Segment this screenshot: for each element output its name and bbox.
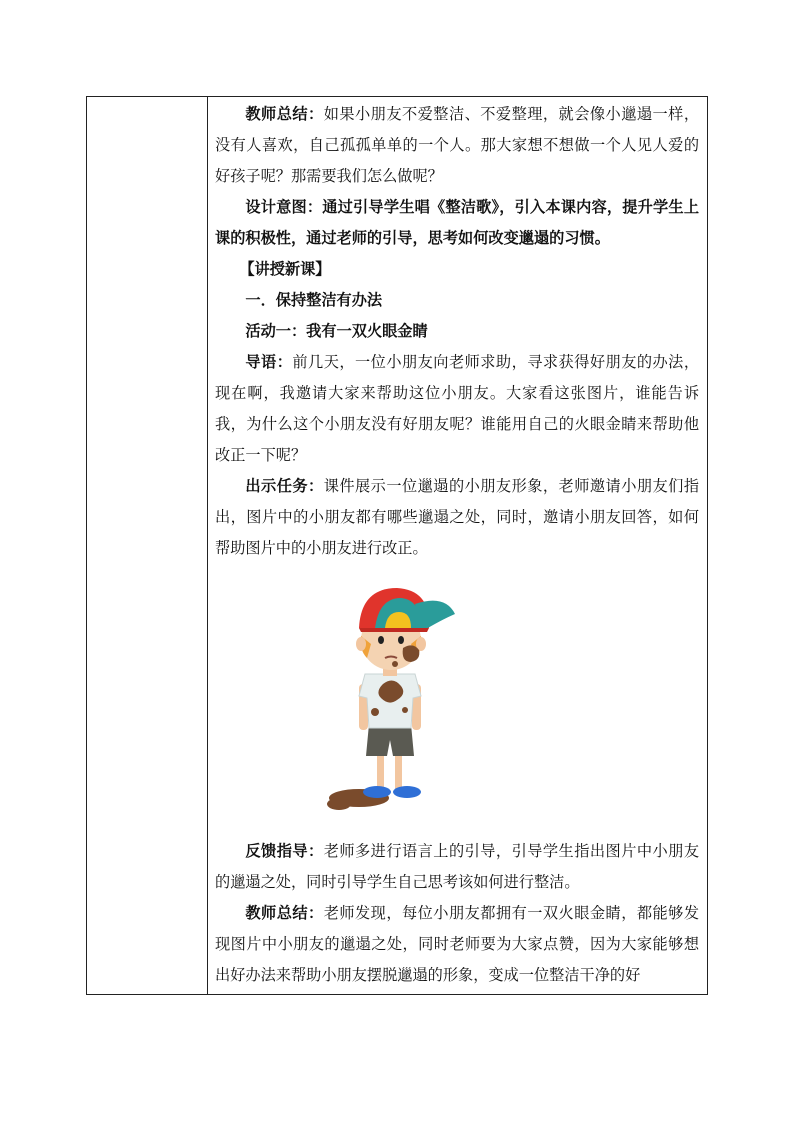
paragraph-text: 前几天，一位小朋友向老师求助，寻求获得好朋友的办法，现在啊，我邀请大家来帮助这位小朋友。大家看这张图片，谁能告诉我，为什么这个小朋友没有好朋友呢？谁能用自己的火眼金睛来帮助他改正一下呢？ (215, 353, 700, 464)
teacher-summary-paragraph (215, 99, 699, 192)
cap-brim (415, 601, 455, 632)
messy-child-illustration (215, 564, 699, 836)
face-stain (403, 645, 420, 662)
right-eye (398, 636, 404, 644)
subheading: 一．保持整洁有办法 (245, 291, 383, 309)
intro-paragraph (215, 347, 699, 471)
paragraph-label: 反馈指导： (245, 842, 324, 860)
mud-puddle-small (327, 798, 351, 810)
activity-title: 活动一：我有一双火眼金睛 (245, 322, 428, 340)
right-shoe (393, 786, 421, 798)
left-shoe (363, 786, 391, 798)
child-figure-svg (325, 584, 455, 816)
paragraph-label: 出示任务： (245, 477, 324, 495)
feedback-paragraph (215, 836, 699, 898)
paragraph-text: 老师多进行语言上的引导，引导学生指出图片中小朋友的邋遢之处，同时引导学生自己思考该如何进行整洁。 (215, 842, 700, 891)
left-leg (377, 754, 384, 790)
teacher-summary-2-paragraph (215, 898, 699, 991)
section-heading: 【讲授新课】 (239, 260, 331, 278)
paragraph-label: 教师总结： (245, 904, 324, 922)
paragraph-label: 教师总结： (245, 105, 324, 123)
paragraph-text: 课件展示一位邋遢的小朋友形象，老师邀请小朋友们指出，图片中的小朋友都有哪些邋遢之处，同时，邀请小朋友回答，如何帮助图片中的小朋友进行改正。 (215, 477, 700, 557)
paragraph-label: 导语： (245, 353, 293, 371)
content-cell (208, 97, 707, 994)
design-intent-paragraph (215, 192, 699, 254)
task-paragraph (215, 471, 699, 564)
paragraph-text: 通过引导学生唱《整洁歌》，引入本课内容，提升学生上课的积极性，通过老师的引导，思考如何改变邋遢的习惯。 (215, 198, 700, 247)
shorts (366, 724, 414, 756)
paragraph-text: 老师发现，每位小朋友都拥有一双火眼金睛，都能够发现图片中小朋友的邋遢之处，同时老师要为大家点赞，因为大家能够想出好办法来帮助小朋友摆脱邋遢的形象，变成一位整洁干净的好 (215, 904, 700, 984)
left-eye (378, 636, 384, 644)
lesson-table (86, 96, 708, 995)
left-column-cell (87, 97, 208, 994)
paragraph-label: 设计意图： (245, 198, 323, 216)
paragraph-text: 如果小朋友不爱整洁、不爱整理，就会像小邋遢一样，没有人喜欢，自己孤孤单单的一个人。那大家想不想做一个人见人爱的好孩子呢？那需要我们怎么做呢？ (215, 105, 700, 185)
right-leg (395, 754, 402, 790)
